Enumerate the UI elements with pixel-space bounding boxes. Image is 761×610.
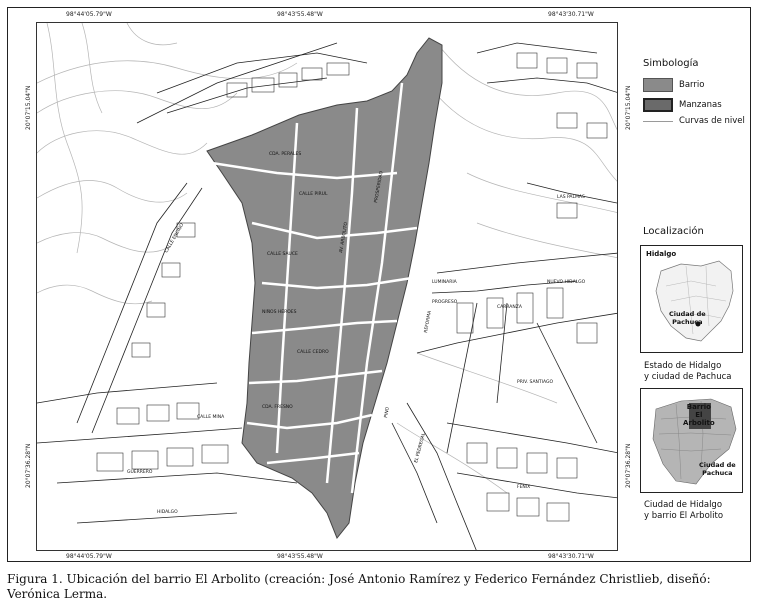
inset-hidalgo-caption <box>644 361 731 383</box>
map-svg <box>37 23 618 551</box>
legend-label: Manzanas <box>679 100 722 110</box>
inset-pachuca-city <box>699 461 736 477</box>
inset-pachuca-city-line1: Ciudad de <box>699 461 736 469</box>
street-label: CALLE CEDRO <box>297 350 329 355</box>
inset-pachuca-barrio-line3: Arbolito <box>683 419 715 427</box>
coord-right-top: 20°07'15.04"N <box>625 85 632 130</box>
coord-bottom-right: 98°43'30.71"W <box>548 553 594 560</box>
street-label: CARRANZA <box>497 305 522 310</box>
inset-hidalgo-caption-line1: Estado de Hidalgo <box>644 361 722 371</box>
street-label: LUMINARIA <box>432 280 457 285</box>
inset-hidalgo-caption-line2: y ciudad de Pachuca <box>644 372 732 382</box>
legend-swatch-manzanas <box>643 98 673 112</box>
inset-hidalgo-title: Hidalgo <box>646 250 677 258</box>
inset-pachuca-city-line2: Pachuca <box>702 469 733 477</box>
inset-hidalgo-city-line1: Ciudad de <box>669 310 706 318</box>
street-label: LAS PALMAS <box>557 195 585 200</box>
inset-pachuca-barrio-line1: Barrio <box>686 403 711 411</box>
coord-top-center: 98°43'55.48"W <box>277 11 323 18</box>
legend-item-barrio <box>643 78 704 92</box>
inset-hidalgo-city-line2: Pachuca <box>672 318 703 326</box>
coord-bottom-center: 98°43'55.48"W <box>277 553 323 560</box>
inset-pachuca-caption-line1: Ciudad de Hidalgo <box>644 500 723 510</box>
street-label: PINO <box>384 406 391 419</box>
street-label: NIÑOS HEROES <box>262 310 297 315</box>
street-label: HIDALGO <box>157 510 178 515</box>
legend-title: Simbología <box>643 58 699 69</box>
inset-pachuca-caption <box>644 500 723 522</box>
legend-swatch-barrio <box>643 78 673 92</box>
street-label: CALLE MINA <box>197 415 225 420</box>
street-label: CALLE ENCINO <box>164 222 186 254</box>
figure-frame <box>7 7 751 562</box>
inset-pachuca <box>640 388 743 493</box>
main-map <box>36 22 618 551</box>
coord-left-top: 20°07'15.04"N <box>25 85 32 130</box>
coord-top-right: 98°43'30.71"W <box>548 11 594 18</box>
street-label: FENIX <box>517 485 531 490</box>
street-label: PROSPERIDAD <box>374 170 385 204</box>
street-label: EL PEDREGAL <box>414 432 427 464</box>
legend-label: Curvas de nivel <box>679 116 745 126</box>
street-label: AV. ARBOLITO <box>339 221 350 254</box>
location-title: Localización <box>643 226 704 237</box>
street-label: CDA. FRESNO <box>262 405 293 410</box>
street-label: PROGRESO <box>432 300 458 305</box>
inset-hidalgo <box>640 245 743 353</box>
figure-caption: Figura 1. Ubicación del barrio El Arbolito (creación: José Antonio Ramírez y Federico Fernández Christlieb, diseñó: Verónica Lerma. <box>7 572 711 601</box>
legend-item-manzanas <box>643 98 722 112</box>
street-label: CDA. PERALES <box>269 152 302 157</box>
legend-item-curvas <box>643 116 745 126</box>
hidalgo-state-shape <box>641 246 743 353</box>
inset-pachuca-barrio-line2: El <box>695 411 703 419</box>
street-label: NUEVO HIDALGO <box>547 280 586 285</box>
coord-top-left: 98°44'05.79"W <box>66 11 112 18</box>
inset-pachuca-barrio <box>683 403 715 427</box>
coord-left-bottom: 20°07'36.28"N <box>25 443 32 488</box>
coord-bottom-left: 98°44'05.79"W <box>66 553 112 560</box>
inset-hidalgo-city <box>669 310 706 326</box>
street-label: CALLE PIRUL <box>299 192 328 197</box>
legend-swatch-curvas <box>643 121 673 122</box>
street-label: REFORMA <box>424 310 433 334</box>
legend-label: Barrio <box>679 80 705 90</box>
inset-pachuca-caption-line2: y barrio El Arbolito <box>644 511 724 521</box>
street-label: PRIV. SANTIAGO <box>517 380 554 385</box>
street-label: CALLE SAUCE <box>267 252 298 257</box>
street-label: GUERRERO <box>127 470 153 475</box>
coord-right-bottom: 20°07'36.28"N <box>625 443 632 488</box>
